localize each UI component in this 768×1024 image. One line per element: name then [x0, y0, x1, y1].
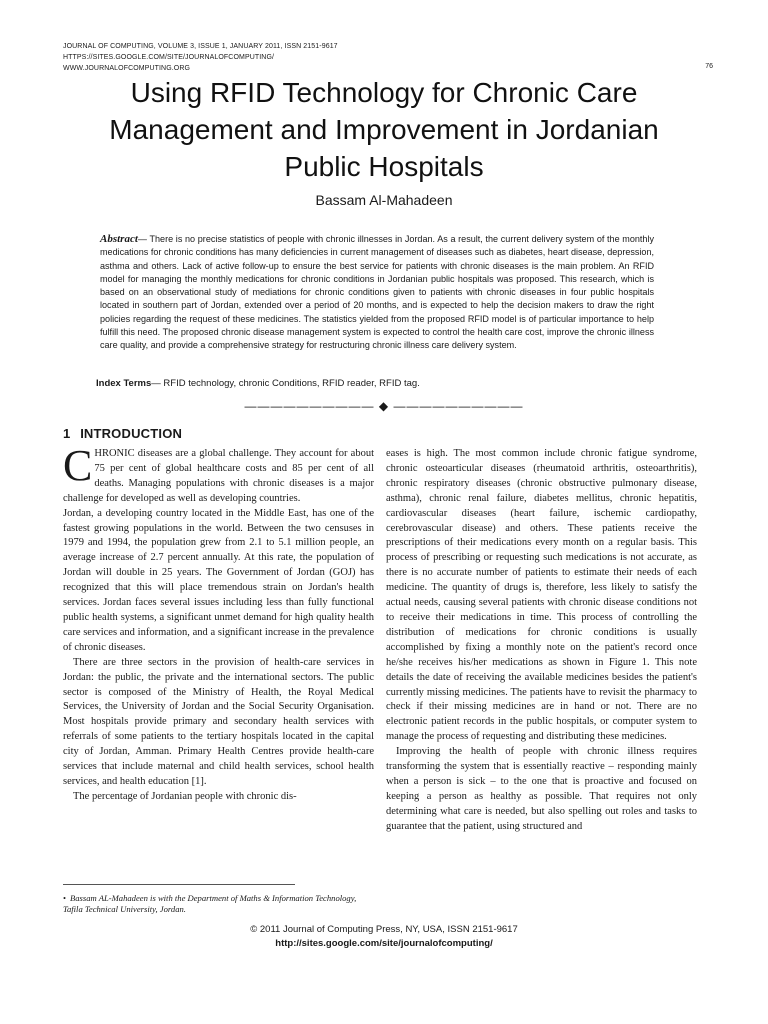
right-column [386, 447, 697, 835]
journal-url-line: HTTPS://SITES.GOOGLE.COM/SITE/JOURNALOFCOMPUTING/ [63, 54, 275, 61]
abstract-label: Abstract [100, 233, 138, 245]
drop-cap: C [63, 441, 93, 490]
footer-copyright: © 2011 Journal of Computing Press, NY, USA, ISSN 2151-9617 [250, 924, 518, 935]
author-footnote [63, 893, 363, 915]
footnote-text: Bassam AL-Mahadeen is with the Department of Maths & Information Technology, Tafila Technical University, Jordan. [63, 893, 357, 914]
abstract-text: There is no precise statistics of people with chronic illnesses in Jordan. As a result, the current delivery system of the monthly medications for chronic conditions has many deficiencies in current management of diseases such as diabetes, heart disease, depression, asthma and others. Lack of active follow-up to ensure the best service for patients with chronic diseases is the main problem. An RFID model for managing the monthly medications for chronic conditions in Jordanian public hospitals was proposed. This research, which is based on an observational study of mediations for chronic conditions given to patients with chronic diseases in four public hospitals located in southern part of Jordan, extended over a period of 20 months, and is expected to help the decision makers to draw the right policies regarding the request of these medicines. The statistics yielded from the proposed RFID model is of particular importance to help fulfill this need. The proposed chronic disease management system is expected to control the health care cost, improve the chronic illness care quality, and provide a comprehensive strategy for restructuring chronic illness care delivery system. [100, 234, 654, 351]
section-title-initial: I [80, 426, 84, 441]
journal-line: JOURNAL OF COMPUTING, VOLUME 3, ISSUE 1, JANUARY 2011, ISSN 2151-9617 [63, 43, 338, 50]
page-number: 76 [705, 63, 713, 70]
paragraph: The percentage of Jordanian people with chronic dis- [73, 790, 297, 802]
footnote-rule [63, 884, 295, 885]
index-terms-label: Index Terms [96, 378, 152, 389]
running-header [63, 41, 338, 74]
paragraph-text: HRONIC diseases are a global challenge. They account for about 75 per cent of global healthcare costs and 85 per cent of all deaths. Managing populations with chronic diseases is a major challenge for developed as well as developing countries. [63, 448, 374, 504]
journal-web-line: WWW.JOURNALOFCOMPUTING.ORG [63, 65, 191, 72]
left-column [63, 441, 374, 805]
index-terms [96, 378, 420, 389]
paragraph: eases is high. The most common include chronic fatigue syndrome, chronic osteoarticular diseases (rheumatoid arthritis, osteoarthritis), chronic respiratory diseases (chronic obstructive pulmonary disease, asthma), chronic renal failure, diabetes mellitus, chronic hepatitis, cardiovascular diseases (heart failure, ischemic cardiopathy, cerebrovascular disease) and others. These patients receive the prescriptions of their medications every month on a regular basis. This process of prescribing or requesting such medications is not accurate, as there is no accurate number of patients to estimate their needs of each medicine. The quantity of drugs is, therefore, less likely to satisfy the actual needs, causing several patients with chronic disease conditions not to receive their medications in time. This process of controlling the distribution of medications for chronic conditions is usually accomplished by fixing a monthly note on the patient's record once he/she receives his/her medications as shown in Figure 1. This note details the date of receiving the available medicines besides the patient's currently missing medicines. The patients have to revisit the pharmacy to check if their missing medicines are in hand or not. There are no electronic patient records in the public hospitals, or computer system to manage the process of requesting and distributing these medicines. [386, 448, 697, 743]
paragraph: There are three sectors in the provision of health-care services in Jordan: the public, the private and the international sectors. The public sector is composed of the Ministry of Health, the Royal Medical Services, the University of Jordan and the Social Security Organisation. Most hospitals provide primary and secondary health services with referrals of some patients to the tertiary hospitals located in the capital city of Jordan, Amman. Primary Health Centres provide health-care services that include maternal and child health services, school health services, and health education [1]. [63, 656, 374, 787]
section-title-rest: NTRODUCTION [83, 426, 183, 441]
title-line: Using RFID Technology for Chronic Care [130, 77, 638, 108]
footnote-bullet: • [63, 893, 67, 903]
section-number: 1 [63, 426, 71, 441]
abstract-dash: — [137, 234, 150, 244]
paragraph [63, 441, 374, 507]
paragraph: Jordan, a developing country located in the Middle East, has one of the fastest growing populations in the world. Between the two censuses in 1979 and 1994, the population grew from 2.1 to 5.1 million people, an average increase of 2.7 percent annually. At this rate, the population of Jordan will double in 25 years. The Government of Jordan (GOJ) has recognized that this will place tremendous strain on Jordan's health services. Jordan faces several issues including less than fully functional public health systems, a significant unmet demand for high quality health care services and information, and a significant increase in the prevalence of chronic diseases. [63, 507, 374, 653]
paragraph: Improving the health of people with chronic illness requires transforming the system that is essentially reactive – responding mainly when a person is sick – to the one that is proactive and focused on keeping a person as healthy as possible. That requires not only determining what care is needed, but also spelling out roles and tasks to guarantee that the patient, using structured and [386, 746, 697, 832]
section-separator: —————————— ◆ —————————— [244, 399, 524, 413]
footer-url[interactable]: http://sites.google.com/site/journalofcomputing/ [275, 938, 493, 949]
abstract [100, 233, 654, 353]
paper-title [40, 74, 728, 185]
section-heading [63, 426, 182, 441]
index-terms-text: — RFID technology, chronic Conditions, RFID reader, RFID tag. [151, 378, 420, 389]
page-footer [0, 923, 768, 951]
author-name: Bassam Al-Mahadeen [315, 192, 453, 208]
title-line: Public Hospitals [284, 151, 484, 182]
title-line: Management and Improvement in Jordanian [109, 114, 659, 145]
